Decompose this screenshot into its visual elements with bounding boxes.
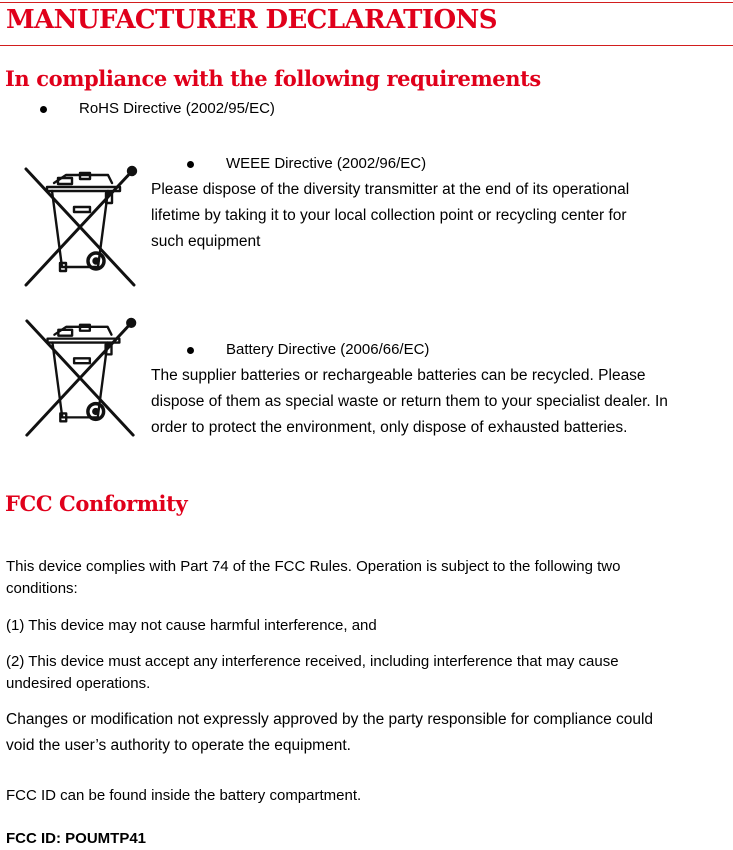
compliance-heading: In compliance with the following requirements bbox=[5, 66, 541, 91]
bullet-icon bbox=[187, 161, 194, 168]
fcc-condition-1: (1) This device may not cause harmful interference, and bbox=[6, 617, 377, 634]
battery-bullet bbox=[187, 339, 194, 361]
fcc-changes-line: Changes or modification not expressly approved by the party responsible for compliance could bbox=[6, 711, 654, 728]
fcc-changes-line: void the user’s authority to operate the equipment. bbox=[6, 737, 351, 754]
weee-text-line: such equipment bbox=[151, 233, 261, 250]
fcc-intro-line: This device complies with Part 74 of the FCC Rules. Operation is subject to the following two bbox=[6, 558, 621, 575]
weee-item: WEEE Directive (2002/96/EC) bbox=[226, 155, 427, 172]
bullet-icon bbox=[187, 347, 194, 354]
fcc-id-label: FCC ID: POUMTP41 bbox=[6, 830, 147, 847]
fcc-id-location: FCC ID can be found inside the battery compartment. bbox=[6, 787, 362, 804]
fcc-heading: FCC Conformity bbox=[5, 491, 188, 516]
weee-text-line: lifetime by taking it to your local collection point or recycling center for bbox=[151, 207, 627, 224]
fcc-condition-2-line: undesired operations. bbox=[6, 675, 151, 692]
battery-bin-icon bbox=[22, 315, 138, 441]
battery-item: Battery Directive (2006/66/EC) bbox=[226, 341, 430, 358]
bullet-icon bbox=[40, 106, 47, 113]
rohs-item: RoHS Directive (2002/95/EC) bbox=[79, 100, 275, 117]
battery-text-line: order to protect the environment, only dispose of exhausted batteries. bbox=[151, 419, 628, 436]
top-rule bbox=[0, 2, 733, 3]
battery-text-line: dispose of them as special waste or return them to your specialist dealer. In bbox=[151, 393, 668, 410]
rohs-bullet bbox=[40, 98, 47, 120]
title-underline bbox=[0, 45, 733, 46]
battery-text-line: The supplier batteries or rechargeable batteries can be recycled. Please bbox=[151, 367, 646, 384]
weee-bullet bbox=[187, 153, 194, 175]
weee-bin-icon bbox=[22, 163, 138, 291]
fcc-condition-2-line: (2) This device must accept any interference received, including interference that may cause bbox=[6, 653, 619, 670]
weee-text-line: Please dispose of the diversity transmitter at the end of its operational bbox=[151, 181, 630, 198]
fcc-intro-line: conditions: bbox=[6, 580, 78, 597]
page-title: MANUFACTURER DECLARATIONS bbox=[6, 5, 497, 35]
